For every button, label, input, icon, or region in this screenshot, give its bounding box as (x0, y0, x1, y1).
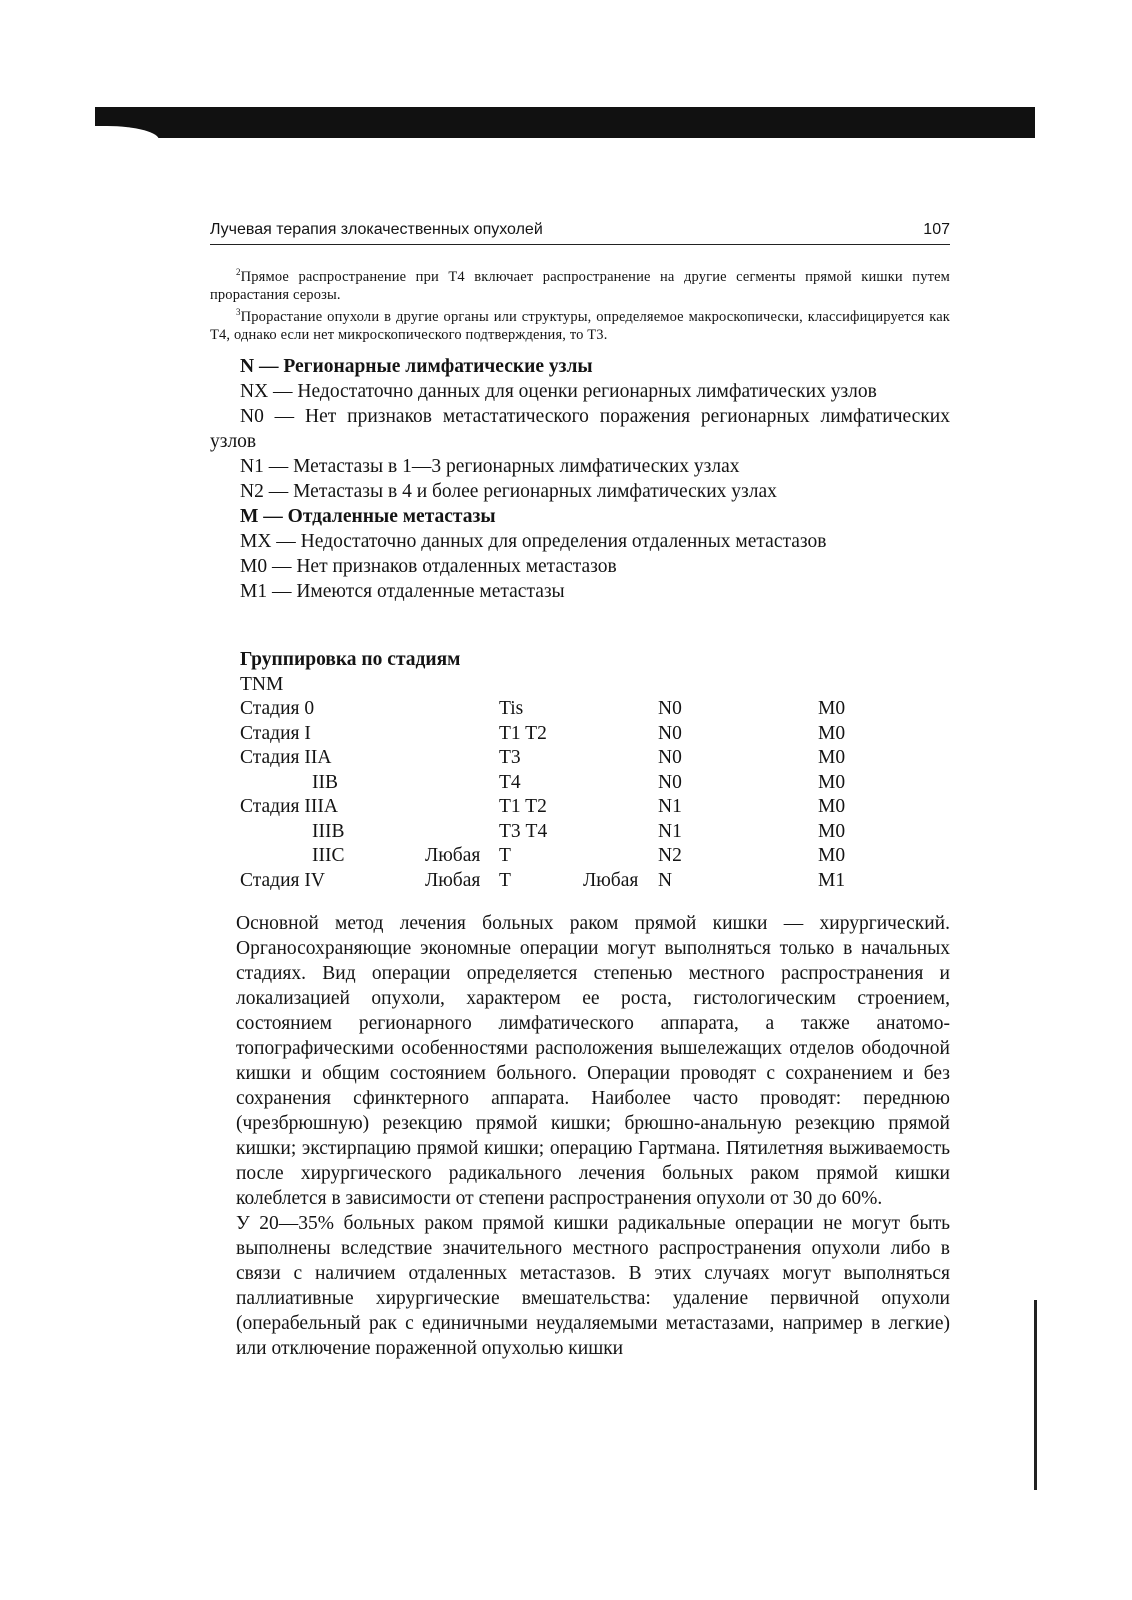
margin-rule (1034, 1300, 1037, 1490)
stage-row (240, 844, 940, 869)
stage-n: N0 (658, 722, 682, 744)
stage-t: Т3 (499, 747, 521, 768)
stage-row (240, 746, 940, 771)
stage-row (240, 697, 940, 722)
stage-table (240, 697, 940, 893)
stage-any-n: Любая (583, 869, 639, 891)
paragraph: У 20—35% больных раком прямой кишки радикальные операции не могут быть выполнены вследствие значительного местного распространения опухоли либо в связи с наличием отдаленных метастазов. В этих случаях могут выполняться паллиативные хирургические вмешательства: удаление первичной опухоли (операбельный рак с единичными неудаляемыми метастазами, например в легкие) или отключение пораженной опухолью кишки (236, 1213, 950, 1359)
n-definition: N2 — Метастазы в 4 и более регионарных лимфатических узлах (240, 481, 777, 502)
n-section-heading: N — Регионарные лимфатические узлы (240, 356, 593, 377)
stage-t: Т (499, 845, 511, 866)
stage-name: Стадия IV (240, 869, 325, 891)
top-decorative-bar (95, 107, 1035, 138)
stage-t: Т3 Т4 (499, 820, 548, 842)
stage-t: Т4 (499, 771, 521, 793)
stage-name: Стадия I (240, 722, 311, 744)
stage-row (240, 771, 940, 796)
stage-n: N0 (658, 771, 682, 793)
tnm-definitions (210, 354, 950, 604)
stage-m: М0 (818, 747, 846, 768)
stage-n: N1 (658, 820, 682, 842)
stage-name: IIIC (312, 845, 345, 866)
stage-m: М0 (818, 698, 846, 719)
stage-row (240, 869, 940, 894)
footnote-text: Прямое распространение при Т4 включает распространение на другие сегменты прямой кишки путем прорастания серозы. (210, 269, 950, 303)
stage-m: М0 (818, 845, 846, 866)
footnote-2 (210, 263, 950, 304)
stage-n: N1 (658, 796, 682, 817)
stage-t: T1 T2 (499, 722, 547, 744)
footnote-marker: 3 (236, 307, 241, 317)
stage-t: Т (499, 869, 511, 891)
stage-n: N0 (658, 747, 682, 768)
paragraph: Основной метод лечения больных раком прямой кишки — хирургический. Органосохраняющие экономные операции могут выполняться только в начальных стадиях. Вид операции определяется степенью местного распространения и локализацией опухоли, характером ее роста, гистологическим строением, состоянием регионарного лимфатического аппарата, а также анатомо-топографическими особенностями расположения вышележащих отделов ободочной кишки и общим состоянием больного. Операции проводят с сохранением и без сохранения сфинктерного аппарата. Наиболее часто проводят: переднюю (чрезбрюшную) резекцию прямой кишки; брюшно-анальную резекцию прямой кишки; экстирпацию прямой кишки; операцию Гартмана. Пятилетняя выживаемость после хирургического радикального лечения больных раком прямой кишки колеблется в зависимости от степени распространения опухоли от 30 до 60%. (236, 913, 950, 1209)
stage-m: М0 (818, 796, 846, 817)
stage-grouping-subheading: TNM (240, 673, 284, 695)
stage-name: Стадия IIIA (240, 796, 338, 817)
m-section-heading: М — Отдаленные метастазы (240, 506, 496, 527)
stage-m: M1 (818, 869, 846, 891)
stage-row (240, 820, 940, 845)
main-text (236, 911, 950, 1361)
n-definition: N1 — Метастазы в 1—3 регионарных лимфатических узлах (240, 456, 740, 477)
m-definition: M1 — Имеются отдаленные метастазы (240, 581, 565, 602)
m-definition: MX — Недостаточно данных для определения отдаленных метастазов (240, 531, 827, 552)
stage-n: N0 (658, 698, 682, 719)
stage-m: М0 (818, 820, 846, 842)
stage-row (240, 722, 940, 747)
stage-name: Стадия 0 (240, 698, 315, 719)
footnote-text: Прорастание опухоли в другие органы или структуры, определяемое макроскопически, классифицируется как Т4, однако если нет микроскопического подтверждения, то Т3. (210, 309, 950, 343)
n-definition: NX — Недостаточно данных для оценки регионарных лимфатических узлов (240, 381, 877, 402)
stage-any-t: Любая (425, 869, 481, 891)
stage-t: Tis (499, 698, 524, 719)
m-definition: М0 — Нет признаков отдаленных метастазов (240, 556, 617, 577)
stage-any-t: Любая (425, 845, 481, 866)
n-definition: N0 — Нет признаков метастатического поражения регионарных лимфатических узлов (210, 406, 950, 452)
stage-m: М0 (818, 771, 846, 793)
stage-name: IIIB (312, 820, 345, 842)
stage-t: T1 T2 (499, 796, 547, 817)
stage-grouping (240, 648, 940, 893)
stage-n: N2 (658, 845, 682, 866)
stage-name: IIB (312, 771, 338, 793)
stage-name: Стадия IIA (240, 747, 332, 768)
stage-n: N (658, 869, 673, 891)
running-header (210, 220, 950, 245)
page-number: 107 (923, 221, 950, 238)
footnote-3 (210, 303, 950, 344)
stage-grouping-heading: Группировка по стадиям (240, 649, 461, 670)
stage-m: М0 (818, 722, 846, 744)
stage-row (240, 795, 940, 820)
footnote-marker: 2 (236, 267, 241, 277)
running-header-title: Лучевая терапия злокачественных опухолей (210, 221, 543, 238)
